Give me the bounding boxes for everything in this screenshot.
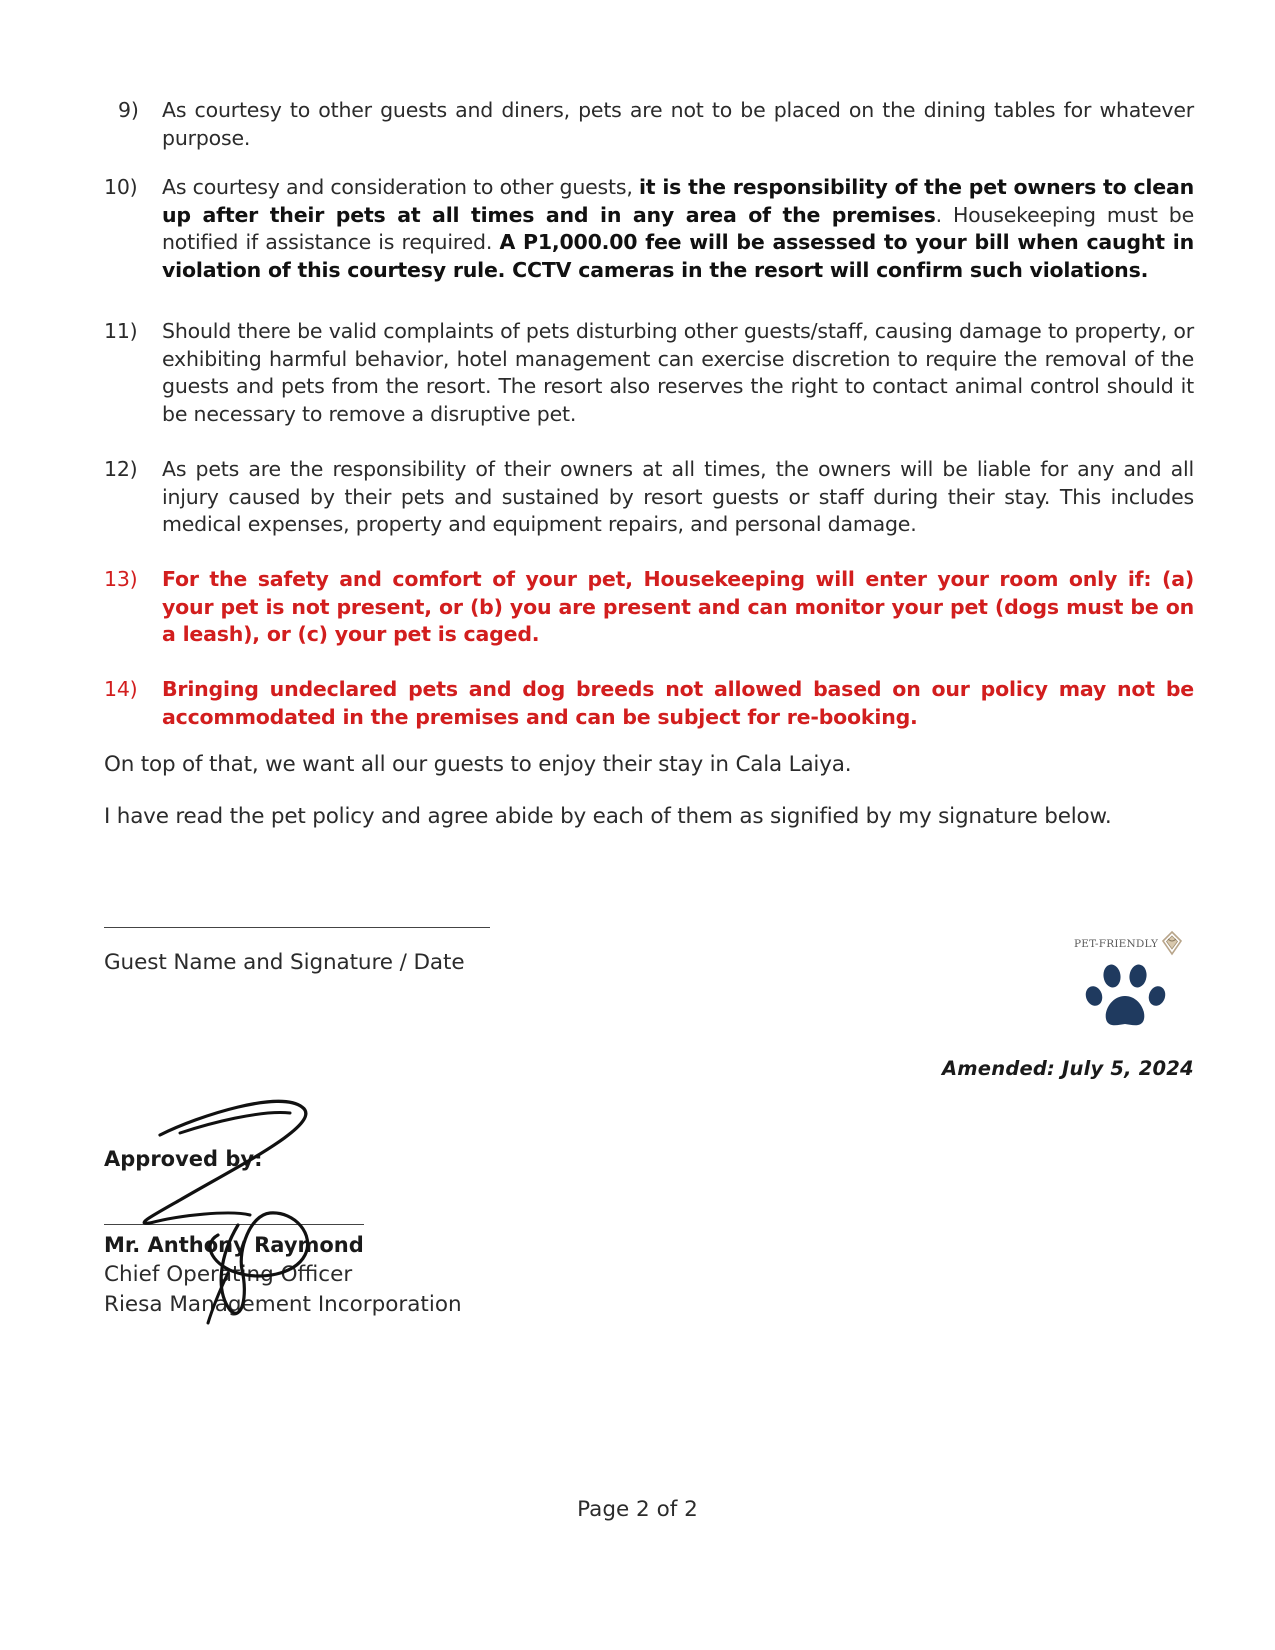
guest-signature-line — [104, 927, 490, 928]
item-number: 10) — [104, 175, 138, 199]
item-number: 13) — [104, 567, 138, 591]
item-text — [162, 676, 1194, 731]
item-segment: Should there be valid complaints of pets disturbing other guests/staff, causing damage to property, or exhibiting harmful behavior, hotel management can exercise discretion to require the removal of the guests and pets from the resort. The resort also reserves the right to contact animal control should it be necessary to remove a disruptive pet. — [162, 319, 1194, 426]
item-segment-bold: it is the responsibility of the pet owners to clean up after their pets at all times and in any area of the premises — [162, 175, 1194, 227]
item-segment-bold: Bringing undeclared pets and dog breeds not allowed based on our policy may not be accommodated in the premises and can be subject for re-booking. — [162, 677, 1194, 729]
item-text — [162, 318, 1194, 428]
item-segment: As courtesy and consideration to other guests, — [162, 175, 639, 199]
paw-print-icon — [1084, 962, 1170, 1032]
item-segment-bold: For the safety and comfort of your pet, Housekeeping will enter your room only if: (a) your pet is not present, or (b) you are present and can monitor your pet (dogs must be on a leash), or (c) your pet is caged. — [162, 567, 1194, 646]
policy-item-14 — [104, 676, 1194, 731]
closing-agreement: I have read the pet policy and agree abide by each of them as signified by my signature below. — [104, 804, 1112, 829]
policy-item-12 — [104, 456, 1194, 539]
approver-name: Mr. Anthony Raymond — [104, 1233, 364, 1257]
item-text — [162, 456, 1194, 539]
brand-crest-icon — [1159, 930, 1185, 956]
item-number: 14) — [104, 677, 138, 701]
policy-item-11 — [104, 318, 1194, 428]
item-number: 12) — [104, 457, 138, 481]
item-segment: As pets are the responsibility of their owners at all times, the owners will be liable for any and all injury caused by their pets and sustained by resort guests or staff during their stay. This includes medical expenses, property and equipment repairs, and personal damage. — [162, 457, 1194, 536]
page-number: Page 2 of 2 — [577, 1497, 698, 1522]
item-segment: . Housekeeping must be notified if assistance is required. — [162, 202, 1194, 254]
item-text — [162, 566, 1194, 649]
guest-signature-label: Guest Name and Signature / Date — [104, 950, 465, 975]
item-number: 9) — [118, 98, 139, 122]
item-segment-bold: A P1,000.00 fee will be assessed to your bill when caught in violation of this courtesy rule. CCTV cameras in the resort will confirm such violations. — [162, 230, 1195, 282]
item-number: 11) — [104, 319, 138, 343]
approved-by-label: Approved by: — [104, 1147, 263, 1171]
closing-enjoy: On top of that, we want all our guests to enjoy their stay in Cala Laiya. — [104, 752, 852, 777]
approver-company: Riesa Management Incorporation — [104, 1292, 462, 1317]
approver-signature-line — [104, 1224, 364, 1225]
handwritten-signature — [120, 1095, 360, 1325]
policy-item-13 — [104, 566, 1194, 649]
item-text — [162, 174, 1194, 284]
policy-item-10 — [104, 174, 1194, 284]
pet-friendly-text: PET-FRIENDLY — [1074, 938, 1159, 950]
approver-title: Chief Operating Officer — [104, 1262, 353, 1287]
item-segment: As courtesy to other guests and diners, pets are not to be placed on the dining tables for whatever purpose. — [162, 98, 1194, 150]
item-text — [162, 97, 1194, 152]
amended-date: Amended: July 5, 2024 — [942, 1057, 1194, 1080]
policy-item-9 — [104, 97, 1194, 152]
